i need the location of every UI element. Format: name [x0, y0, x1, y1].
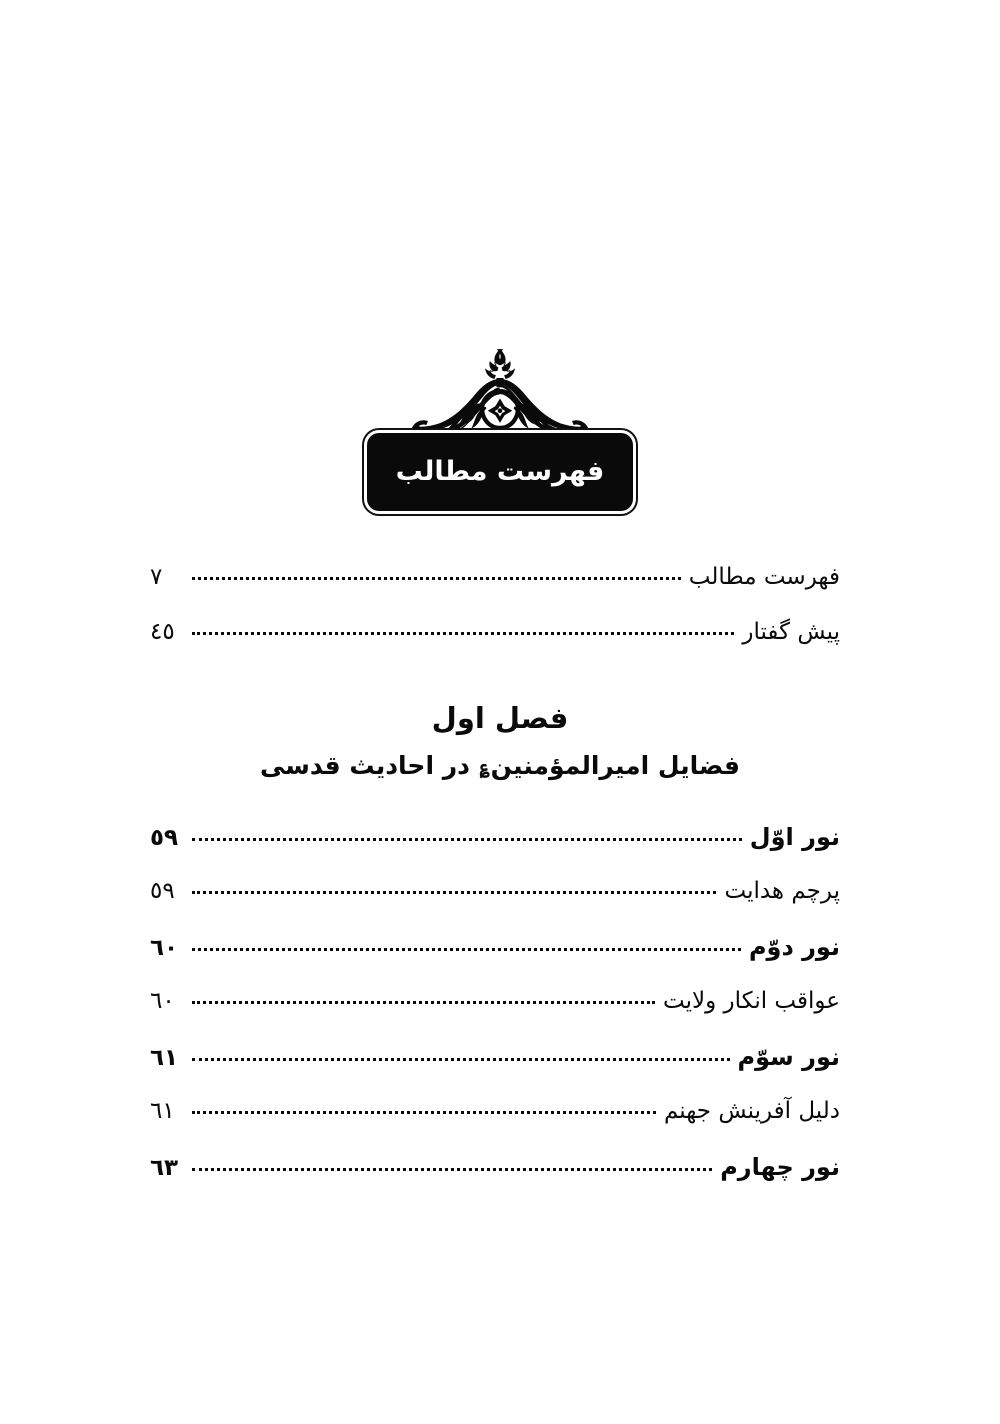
toc-entry[interactable]	[150, 880, 840, 935]
toc-entry-label: پرچم هدایت	[724, 878, 840, 904]
toc-entry[interactable]	[150, 935, 840, 990]
toc-entry-label: پیش گفتار	[742, 619, 840, 645]
toc-entry-label: نور سوّم	[737, 1043, 840, 1071]
toc-leader-dots	[192, 1057, 730, 1061]
toc-leader-dots	[192, 947, 741, 951]
arabesque-crown-ornament	[384, 345, 616, 437]
toc-entry[interactable]	[150, 621, 840, 676]
chapter-subtitle	[0, 750, 1000, 781]
toc-entry-page-number: ٥٩	[150, 825, 179, 851]
toc-leader-dots	[192, 1110, 656, 1114]
toc-entry[interactable]	[150, 1100, 840, 1155]
toc-leader-dots	[192, 890, 716, 894]
toc-entry-label: فهرست مطالب	[688, 564, 840, 590]
toc-entry-label: نور اوّل	[749, 823, 840, 851]
toc-entry[interactable]	[150, 825, 840, 880]
toc-entry-label: نور دوّم	[748, 933, 840, 961]
toc-entry-label: عواقب انکار ولایت	[662, 988, 840, 1014]
toc-entry-page-number: ٦٠	[150, 935, 179, 961]
toc-entry[interactable]	[150, 1155, 840, 1210]
toc-entry-page-number: ٤٥	[150, 619, 175, 645]
toc-banner	[0, 345, 1000, 511]
toc-chapter-list	[150, 825, 840, 1210]
toc-entry-label: دلیل آفرینش جهنم	[663, 1098, 840, 1124]
toc-leader-dots	[192, 837, 742, 841]
honorific-icon: ؏	[479, 757, 490, 778]
toc-entry[interactable]	[150, 566, 840, 621]
toc-entry-page-number: ٦١	[150, 1098, 175, 1124]
toc-entry-page-number: ٧	[150, 564, 163, 590]
toc-entry-page-number: ٦٠	[150, 988, 175, 1014]
toc-entry[interactable]	[150, 990, 840, 1045]
toc-banner-title: فهرست مطالب	[395, 455, 605, 487]
toc-leader-dots	[192, 631, 734, 635]
chapter-title: فصل اول	[431, 701, 569, 735]
toc-leader-dots	[192, 576, 681, 580]
toc-front-matter-list	[150, 566, 840, 676]
toc-entry[interactable]	[150, 1045, 840, 1100]
toc-leader-dots	[192, 1167, 712, 1171]
toc-banner-plate	[367, 433, 633, 511]
chapter-subtitle-before: فضایل امیرالمؤمنین	[490, 751, 741, 781]
toc-entry-page-number: ٥٩	[150, 878, 175, 904]
chapter-subtitle-after: در احادیث قدسی	[259, 751, 470, 781]
toc-entry-page-number: ٦٣	[150, 1155, 179, 1181]
chapter-heading	[0, 700, 1000, 782]
toc-entry-label: نور چهارم	[720, 1153, 840, 1181]
toc-leader-dots	[192, 1000, 655, 1004]
toc-entry-page-number: ٦١	[150, 1045, 179, 1071]
